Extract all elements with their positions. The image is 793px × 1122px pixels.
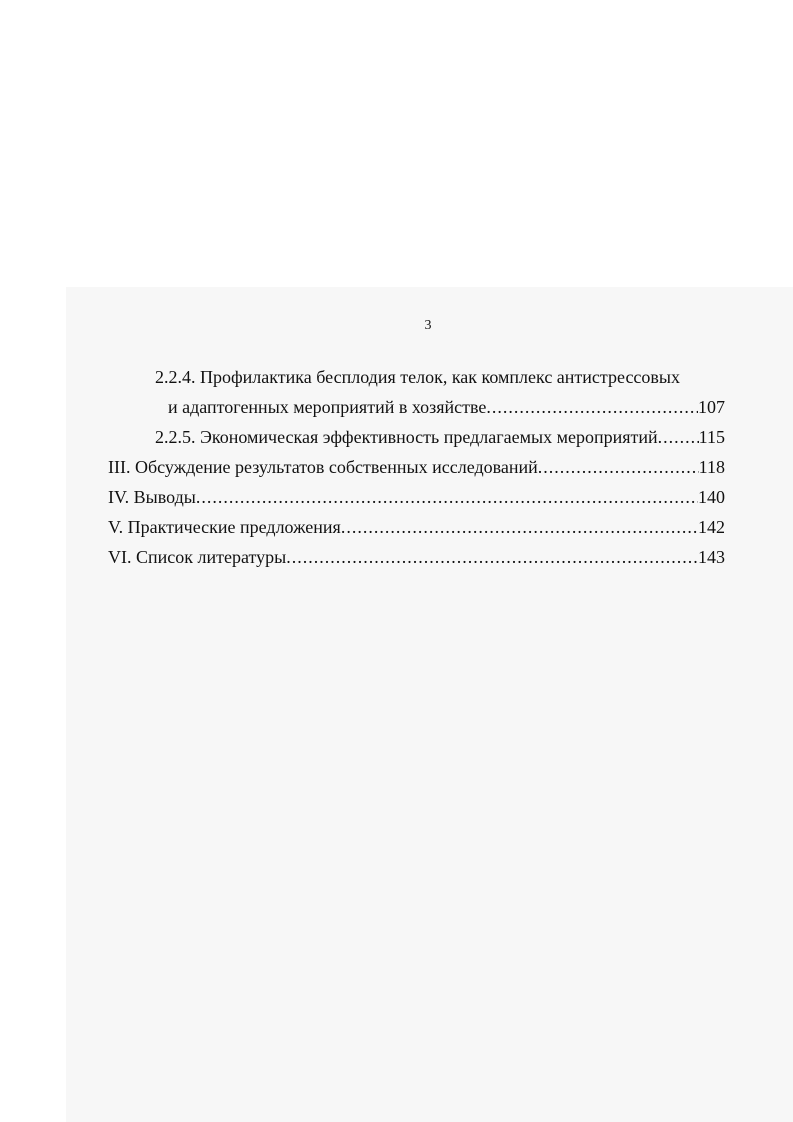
toc-page-number: 143 bbox=[698, 547, 725, 567]
toc-page-number: 140 bbox=[698, 487, 725, 507]
toc-entry-text: IV. Выводы bbox=[108, 487, 196, 507]
toc-page-number: 107 bbox=[698, 397, 725, 417]
toc-leader-dots bbox=[658, 422, 699, 452]
toc-entry-text: V. Практические предложения bbox=[108, 517, 341, 537]
toc-page-number: 115 bbox=[698, 427, 725, 447]
toc-page-number: 142 bbox=[698, 517, 725, 537]
toc-entry-iv bbox=[108, 482, 725, 512]
toc-entry-text: и адаптогенных мероприятий в хозяйстве bbox=[168, 397, 487, 417]
toc-leader-dots bbox=[286, 542, 698, 572]
toc-entry-text: VI. Список литературы bbox=[108, 547, 287, 567]
page-number: 3 bbox=[424, 318, 432, 333]
toc-leader-dots bbox=[538, 452, 699, 482]
toc-leader-dots bbox=[341, 512, 698, 542]
toc-leader-dots bbox=[196, 482, 698, 512]
toc-leader-dots bbox=[486, 392, 698, 422]
toc-entry-v bbox=[108, 512, 725, 542]
toc-entry-iii bbox=[108, 452, 725, 482]
toc-entry-text: 2.2.5. Экономическая эффективность предлагаемых мероприятий bbox=[155, 427, 658, 447]
toc-entry-2-2-4-line2 bbox=[168, 392, 725, 422]
toc-entry-text: III. Обсуждение результатов собственных исследований bbox=[108, 457, 538, 477]
toc-entry-vi bbox=[108, 542, 725, 572]
toc-entry-2-2-4-line1 bbox=[155, 362, 715, 392]
toc-page-number: 118 bbox=[698, 457, 725, 477]
toc-entry-text: 2.2.4. Профилактика бесплодия телок, как комплекс антистрессовых bbox=[155, 367, 681, 387]
toc-entry-2-2-5 bbox=[155, 422, 725, 452]
